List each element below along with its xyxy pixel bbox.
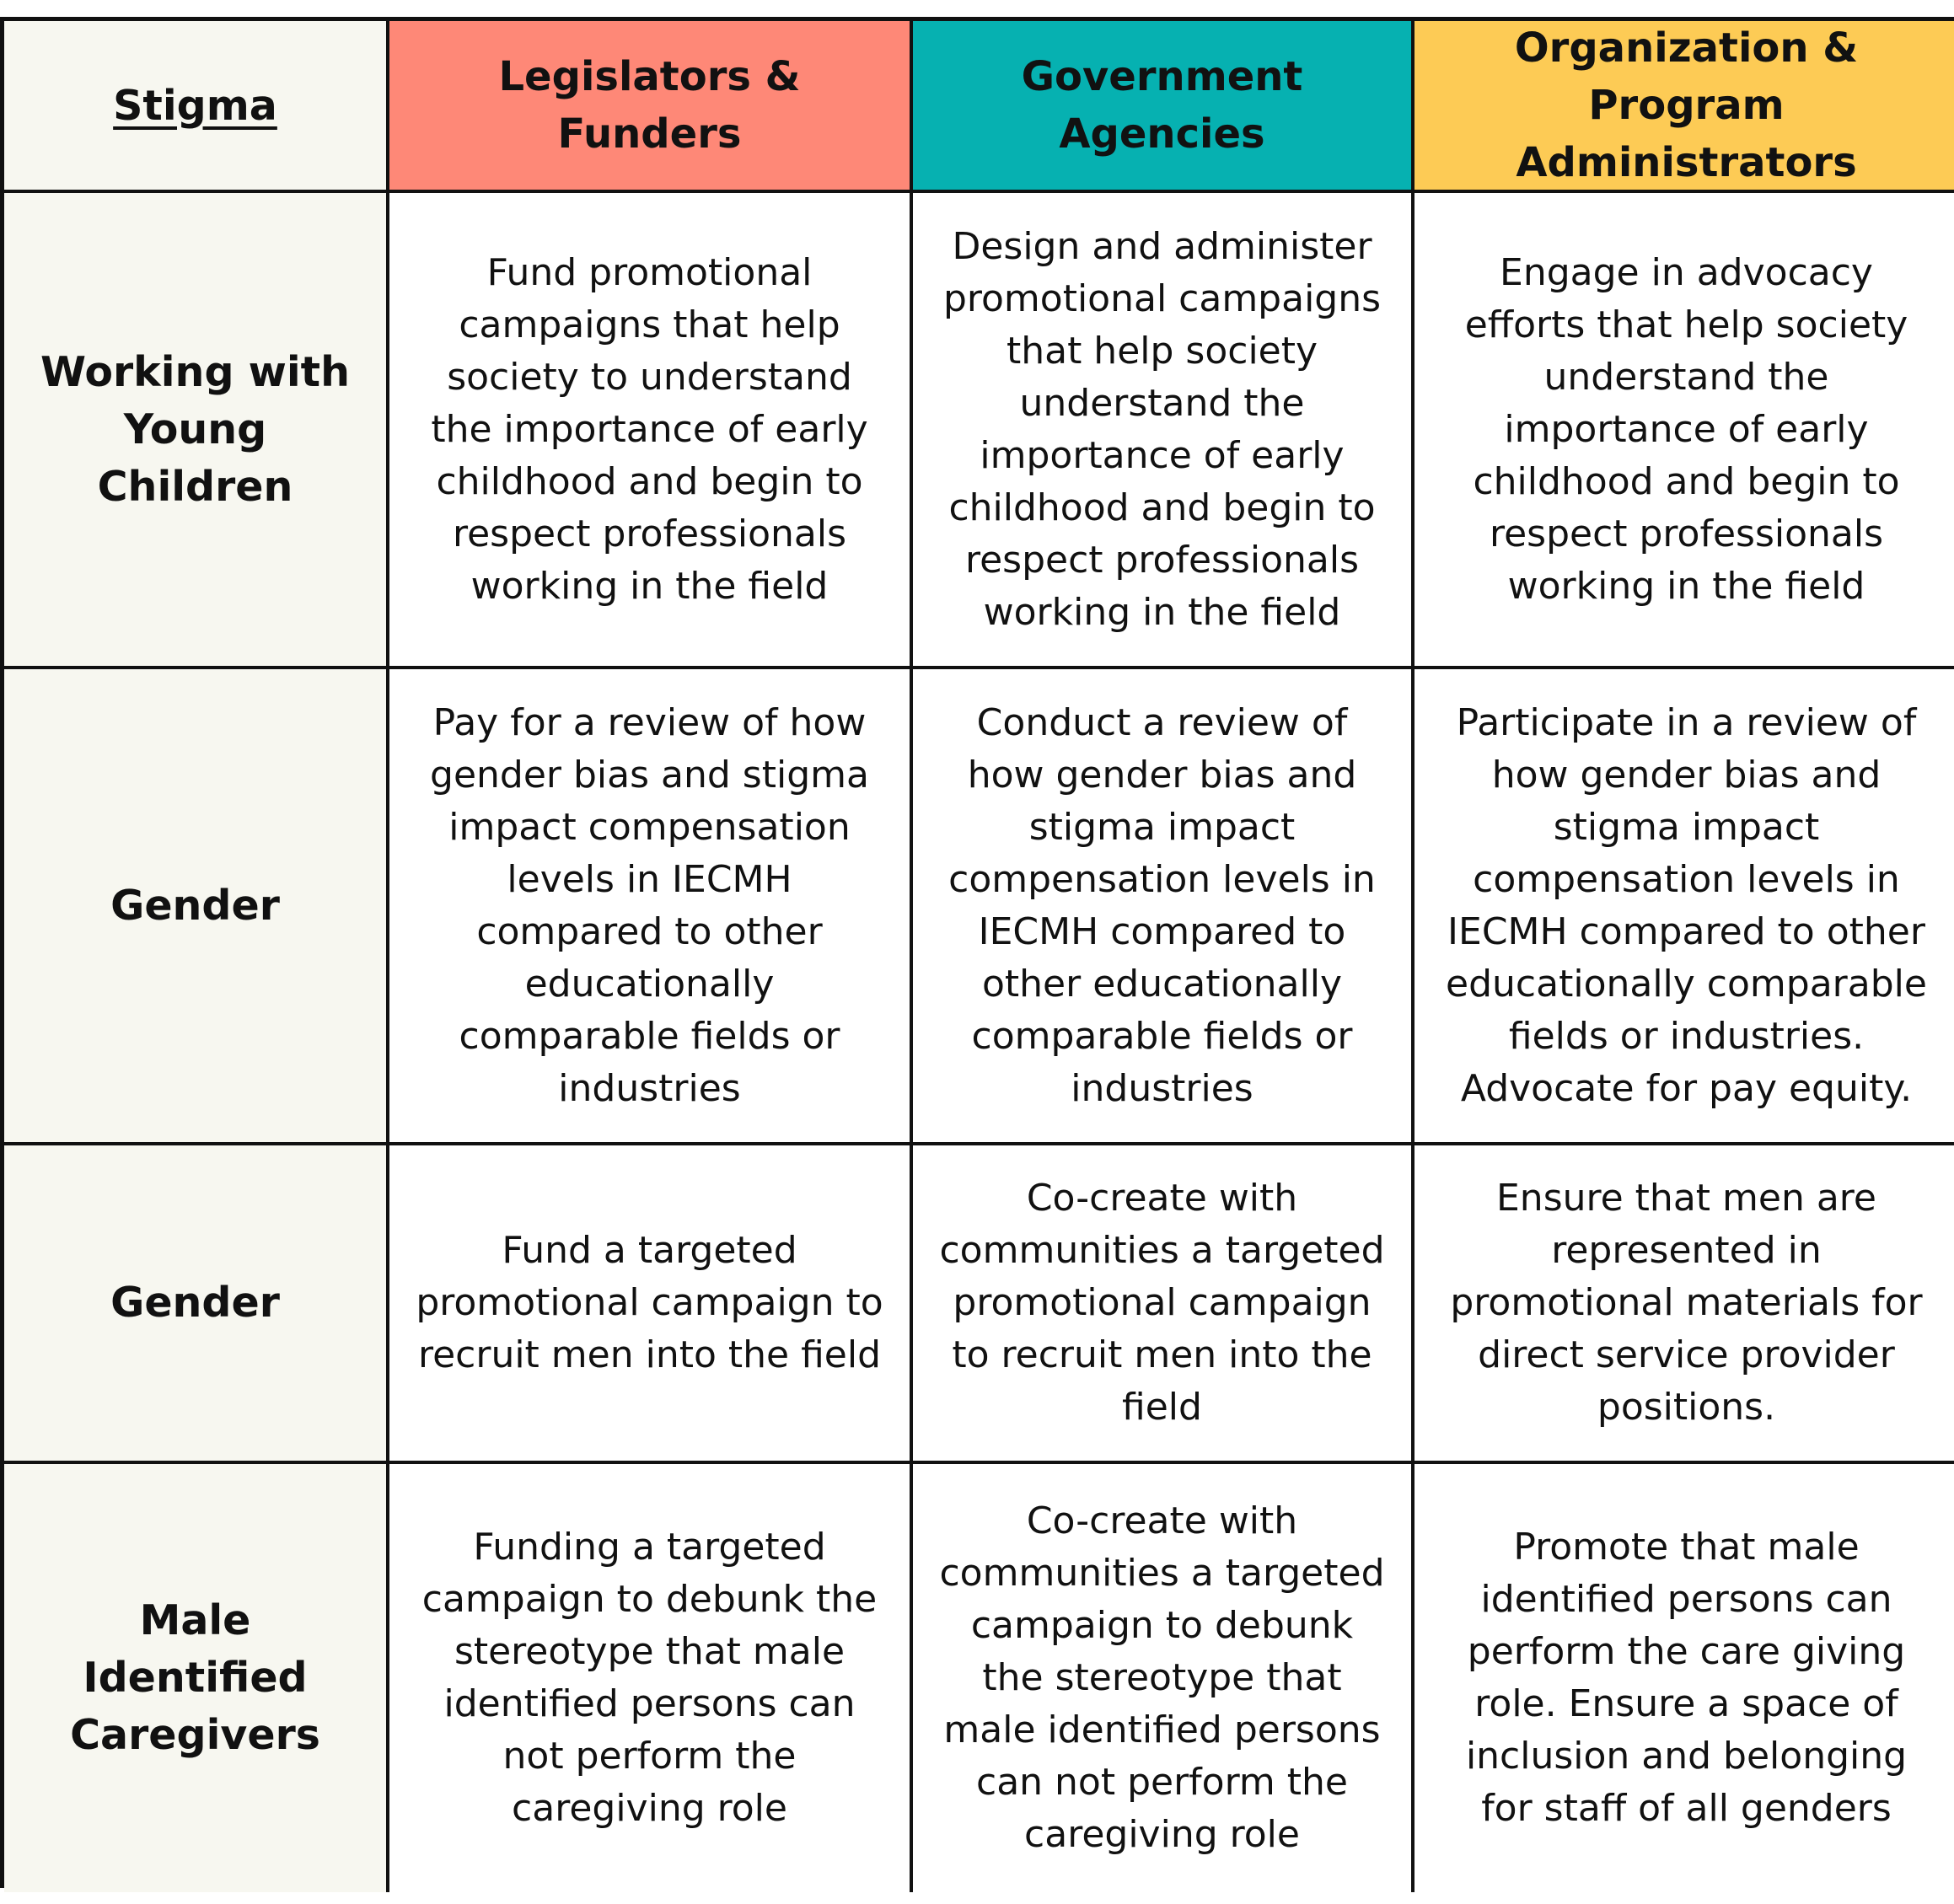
column-header-government-agencies: Government Agencies (913, 21, 1415, 193)
column-header-organization-program-administrators: Organization & Program Administrators (1415, 21, 1954, 193)
row-header-working-with-young-children: Working with Young Children (4, 193, 389, 669)
table-cell: Engage in advocacy efforts that help society understand the importance of early childhood and begin to respect professionals working in the field (1415, 193, 1954, 669)
table-cell: Funding a targeted campaign to debunk the stereotype that male identified persons can not perform the caregiving role (389, 1464, 913, 1892)
corner-header-stigma: Stigma (4, 21, 389, 193)
table-cell: Co-create with communities a targeted campaign to debunk the stereotype that male identified persons can not perform the caregiving role (913, 1464, 1415, 1892)
row-header-male-identified-caregivers: Male Identified Caregivers (4, 1464, 389, 1892)
table-cell: Fund a targeted promotional campaign to recruit men into the field (389, 1145, 913, 1464)
table-cell: Ensure that men are represented in promotional materials for direct service provider positions. (1415, 1145, 1954, 1464)
table-cell: Promote that male identified persons can perform the care giving role. Ensure a space of inclusion and belonging for staff of all genders (1415, 1464, 1954, 1892)
table-cell: Design and administer promotional campaigns that help society understand the importance of early childhood and begin to respect professionals working in the field (913, 193, 1415, 669)
stigma-strategy-table (0, 17, 1954, 1888)
table-cell: Pay for a review of how gender bias and stigma impact compensation levels in IECMH compared to other educationally comparable fields or industries (389, 669, 913, 1145)
row-header-gender-recruitment: Gender (4, 1145, 389, 1464)
table-cell: Fund promotional campaigns that help society to understand the importance of early childhood and begin to respect professionals working in the field (389, 193, 913, 669)
table-cell: Co-create with communities a targeted promotional campaign to recruit men into the field (913, 1145, 1415, 1464)
table-cell: Conduct a review of how gender bias and stigma impact compensation levels in IECMH compared to other educationally comparable fields or industries (913, 669, 1415, 1145)
row-header-gender: Gender (4, 669, 389, 1145)
table-cell: Participate in a review of how gender bias and stigma impact compensation levels in IECMH compared to other educationally comparable fields or industries. Advocate for pay equity. (1415, 669, 1954, 1145)
column-header-legislators-funders: Legislators & Funders (389, 21, 913, 193)
